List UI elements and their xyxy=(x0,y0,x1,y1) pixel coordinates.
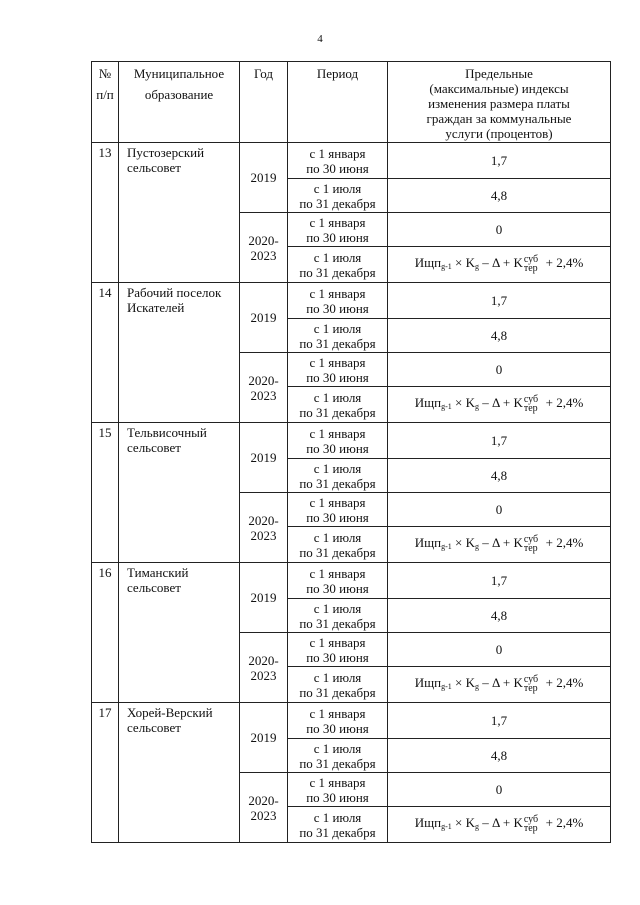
formula-part: × K xyxy=(451,675,475,690)
period-line: по 30 июня xyxy=(306,649,369,665)
formula-sub: g xyxy=(474,402,479,411)
index-formula xyxy=(388,247,611,283)
formula-sub: g xyxy=(474,822,479,831)
formula-part: Ищп xyxy=(414,675,442,690)
period-line: с 1 июля xyxy=(313,460,362,476)
table-header-row xyxy=(92,62,611,143)
year-line: 2020- xyxy=(248,372,279,388)
period-line: с 1 января xyxy=(309,705,366,721)
table-row xyxy=(92,143,611,179)
period-line: по 31 декабря xyxy=(299,684,376,700)
period-line: по 31 декабря xyxy=(299,824,376,840)
municipality-line: сельсовет xyxy=(127,580,181,595)
period-line: с 1 января xyxy=(309,145,366,161)
period-line: с 1 июля xyxy=(313,809,362,825)
formula-sub: g-1 xyxy=(441,822,452,831)
period-line: с 1 января xyxy=(309,774,366,790)
index-value: 4,8 xyxy=(388,739,611,773)
index-value: 1,7 xyxy=(388,423,611,459)
formula xyxy=(414,254,584,275)
index-value: 1,7 xyxy=(388,563,611,599)
formula-sub: тер xyxy=(523,823,538,835)
formula-part: – Δ + K xyxy=(478,535,523,550)
formula-stack xyxy=(524,255,538,273)
tariff-index-table xyxy=(91,61,611,843)
formula-sub: тер xyxy=(523,683,538,695)
formula-part: + 2,4% xyxy=(539,255,584,270)
header-index-line: граждан за коммунальные xyxy=(426,111,572,126)
period-line: с 1 января xyxy=(309,425,366,441)
header-index-line: изменения размера платы xyxy=(428,96,570,111)
year-line: 2020- xyxy=(248,652,279,668)
municipality-name xyxy=(119,143,240,283)
formula-sup: суб xyxy=(523,394,539,406)
year-2020-2023 xyxy=(240,773,288,843)
header-num-line: п/п xyxy=(96,87,114,102)
period-cell xyxy=(288,633,388,667)
index-formula xyxy=(388,807,611,843)
period-line: с 1 января xyxy=(309,354,366,370)
header-municipality-line: Муниципальное xyxy=(133,66,225,81)
period-line: по 31 декабря xyxy=(299,404,376,420)
period-cell xyxy=(288,247,388,283)
formula-sub: g xyxy=(474,682,479,691)
period-cell xyxy=(288,283,388,319)
period-cell xyxy=(288,213,388,247)
period-line: с 1 июля xyxy=(313,180,362,196)
row-number: 16 xyxy=(92,563,119,703)
formula-sub: g-1 xyxy=(441,542,452,551)
table-row xyxy=(92,563,611,599)
table-row xyxy=(92,283,611,319)
index-value: 4,8 xyxy=(388,319,611,353)
header-municipality-line: образование xyxy=(144,87,214,102)
table-row xyxy=(92,423,611,459)
municipality-line: Тиманский xyxy=(127,565,189,580)
formula-part: – Δ + K xyxy=(478,675,523,690)
formula-part: – Δ + K xyxy=(478,815,523,830)
formula-sub: g xyxy=(474,262,479,271)
period-line: по 31 декабря xyxy=(299,264,376,280)
period-line: с 1 января xyxy=(309,494,366,510)
index-value: 0 xyxy=(388,773,611,807)
formula-part: + 2,4% xyxy=(539,395,584,410)
year-2019: 2019 xyxy=(240,703,288,773)
municipality-line: Пустозерский xyxy=(127,145,205,160)
period-line: с 1 января xyxy=(309,285,366,301)
index-value: 0 xyxy=(388,493,611,527)
period-cell xyxy=(288,773,388,807)
period-cell xyxy=(288,319,388,353)
period-line: по 31 декабря xyxy=(299,755,376,771)
formula-sup: суб xyxy=(523,814,539,826)
municipality-line: Искателей xyxy=(127,300,185,315)
formula xyxy=(414,814,584,835)
formula-part: + 2,4% xyxy=(539,535,584,550)
municipality-line: Тельвисочный xyxy=(127,425,207,440)
period-cell xyxy=(288,739,388,773)
formula-stack xyxy=(524,535,538,553)
index-value: 4,8 xyxy=(388,599,611,633)
formula xyxy=(414,534,584,555)
index-value: 0 xyxy=(388,353,611,387)
formula-part: Ищп xyxy=(414,535,442,550)
header-municipality xyxy=(119,62,240,143)
formula-part: × K xyxy=(451,815,475,830)
formula-part: + 2,4% xyxy=(539,675,584,690)
year-line: 2023 xyxy=(250,667,277,683)
header-index-line: Предельные xyxy=(465,66,533,81)
period-line: с 1 июля xyxy=(313,600,362,616)
period-cell xyxy=(288,353,388,387)
header-period: Период xyxy=(288,62,388,143)
period-line: с 1 января xyxy=(309,214,366,230)
municipality-line: сельсовет xyxy=(127,160,181,175)
year-line: 2023 xyxy=(250,527,277,543)
municipality-line: сельсовет xyxy=(127,440,181,455)
formula-part: + 2,4% xyxy=(539,815,584,830)
index-value: 4,8 xyxy=(388,179,611,213)
period-cell xyxy=(288,807,388,843)
formula-part: Ищп xyxy=(414,255,442,270)
year-line: 2023 xyxy=(250,387,277,403)
period-line: с 1 июля xyxy=(313,249,362,265)
index-value: 4,8 xyxy=(388,459,611,493)
period-line: с 1 июля xyxy=(313,529,362,545)
formula-sup: суб xyxy=(523,674,539,686)
period-line: с 1 января xyxy=(309,565,366,581)
index-formula xyxy=(388,667,611,703)
period-cell xyxy=(288,667,388,703)
period-line: с 1 июля xyxy=(313,320,362,336)
formula-part: Ищп xyxy=(414,815,442,830)
index-formula xyxy=(388,527,611,563)
year-line: 2020- xyxy=(248,792,279,808)
period-line: по 31 декабря xyxy=(299,544,376,560)
index-value: 1,7 xyxy=(388,703,611,739)
year-2019: 2019 xyxy=(240,143,288,213)
formula-sup: суб xyxy=(523,254,539,266)
year-2020-2023 xyxy=(240,213,288,283)
municipality-name xyxy=(119,283,240,423)
header-num xyxy=(92,62,119,143)
period-cell xyxy=(288,493,388,527)
year-line: 2020- xyxy=(248,232,279,248)
formula-sub: g xyxy=(474,542,479,551)
row-number: 17 xyxy=(92,703,119,843)
header-index-line: (максимальные) индексы xyxy=(429,81,569,96)
municipality-name xyxy=(119,703,240,843)
formula-part: × K xyxy=(451,255,475,270)
index-value: 1,7 xyxy=(388,143,611,179)
period-line: по 30 июня xyxy=(306,229,369,245)
period-cell xyxy=(288,527,388,563)
period-line: с 1 июля xyxy=(313,740,362,756)
formula-sub: g-1 xyxy=(441,402,452,411)
period-cell xyxy=(288,459,388,493)
period-line: по 30 июня xyxy=(306,580,369,596)
year-2019: 2019 xyxy=(240,283,288,353)
period-line: по 30 июня xyxy=(306,720,369,736)
period-line: с 1 июля xyxy=(313,669,362,685)
year-2019: 2019 xyxy=(240,563,288,633)
header-year: Год xyxy=(240,62,288,143)
formula-part: – Δ + K xyxy=(478,255,523,270)
page-number: 4 xyxy=(317,33,323,45)
index-value: 1,7 xyxy=(388,283,611,319)
formula-sub: g-1 xyxy=(441,262,452,271)
row-number: 14 xyxy=(92,283,119,423)
formula-stack xyxy=(524,675,538,693)
period-line: по 30 июня xyxy=(306,369,369,385)
formula-part: Ищп xyxy=(414,395,442,410)
period-line: по 30 июня xyxy=(306,440,369,456)
formula xyxy=(414,394,584,415)
period-line: по 30 июня xyxy=(306,160,369,176)
index-value: 0 xyxy=(388,213,611,247)
period-cell xyxy=(288,143,388,179)
formula xyxy=(414,674,584,695)
period-cell xyxy=(288,423,388,459)
index-formula xyxy=(388,387,611,423)
period-cell xyxy=(288,387,388,423)
formula-sub: тер xyxy=(523,263,538,275)
period-line: по 30 июня xyxy=(306,300,369,316)
row-number: 15 xyxy=(92,423,119,563)
period-line: по 30 июня xyxy=(306,509,369,525)
formula-sub: тер xyxy=(523,543,538,555)
index-value: 0 xyxy=(388,633,611,667)
header-index xyxy=(388,62,611,143)
municipality-name xyxy=(119,563,240,703)
formula-stack xyxy=(524,395,538,413)
period-line: по 31 декабря xyxy=(299,615,376,631)
municipality-line: Хорей-Верский xyxy=(127,705,213,720)
year-line: 2023 xyxy=(250,247,277,263)
formula-part: – Δ + K xyxy=(478,395,523,410)
period-cell xyxy=(288,703,388,739)
year-line: 2020- xyxy=(248,512,279,528)
table-row xyxy=(92,703,611,739)
period-line: с 1 января xyxy=(309,634,366,650)
period-cell xyxy=(288,563,388,599)
formula-sup: суб xyxy=(523,534,539,546)
year-line: 2023 xyxy=(250,807,277,823)
period-line: по 31 декабря xyxy=(299,335,376,351)
municipality-name xyxy=(119,423,240,563)
period-cell xyxy=(288,179,388,213)
period-cell xyxy=(288,599,388,633)
year-2020-2023 xyxy=(240,493,288,563)
period-line: по 31 декабря xyxy=(299,195,376,211)
row-number: 13 xyxy=(92,143,119,283)
period-line: по 31 декабря xyxy=(299,475,376,491)
formula-sub: тер xyxy=(523,403,538,415)
period-line: по 30 июня xyxy=(306,789,369,805)
formula-stack xyxy=(524,815,538,833)
municipality-line: Рабочий поселок xyxy=(127,285,222,300)
header-index-line: услуги (процентов) xyxy=(445,126,553,141)
header-num-line: № xyxy=(98,66,112,81)
period-line: с 1 июля xyxy=(313,389,362,405)
year-2020-2023 xyxy=(240,353,288,423)
formula-sub: g-1 xyxy=(441,682,452,691)
year-2019: 2019 xyxy=(240,423,288,493)
municipality-line: сельсовет xyxy=(127,720,181,735)
year-2020-2023 xyxy=(240,633,288,703)
formula-part: × K xyxy=(451,535,475,550)
formula-part: × K xyxy=(451,395,475,410)
